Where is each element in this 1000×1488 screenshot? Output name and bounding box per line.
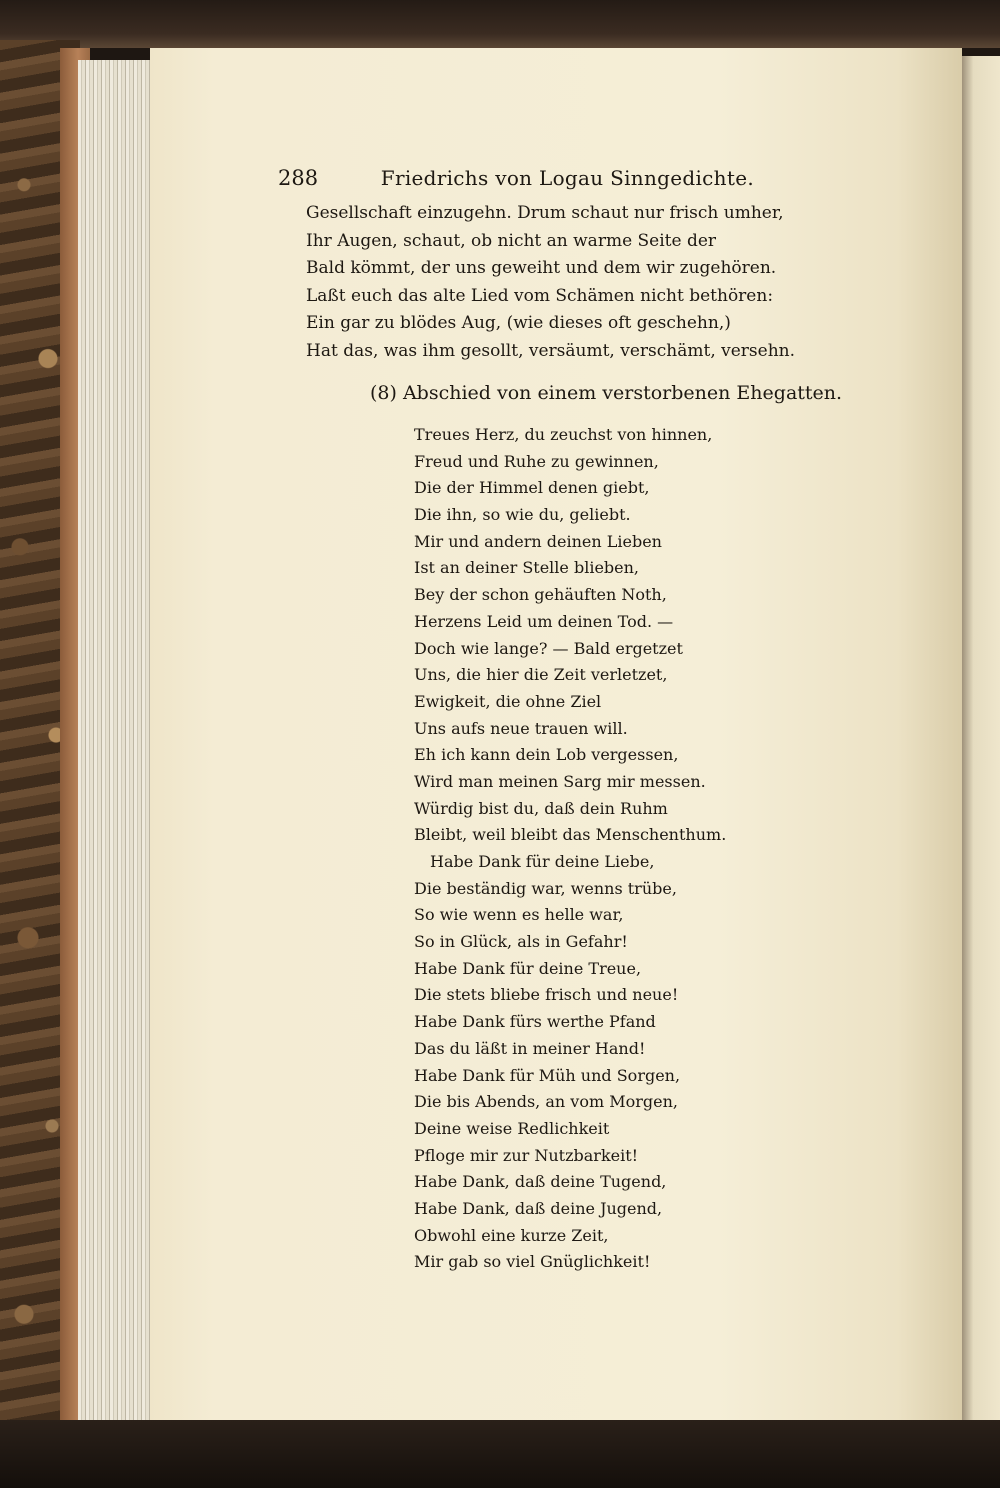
section-title: (8) Abschied von einem verstorbenen Ehegatten. [370, 382, 843, 404]
poem-line: Habe Dank, daß deine Jugend, [414, 1198, 663, 1218]
poem-line: Uns aufs neue trauen will. [414, 718, 628, 738]
poem-line: Wird man meinen Sarg mir messen. [414, 771, 706, 791]
poem-body [414, 422, 794, 1276]
verse-line: Laßt euch das alte Lied vom Schämen nicht bethören: [306, 285, 774, 306]
poem-line: Obwohl eine kurze Zeit, [414, 1225, 609, 1245]
verse-line: Ein gar zu blödes Aug, (wie dieses oft geschehn,) [306, 313, 731, 334]
poem-line: Habe Dank fürs werthe Pfand [414, 1012, 656, 1032]
poem-line: Habe Dank für deine Liebe, [430, 852, 655, 871]
poem-line: Ewigkeit, die ohne Ziel [414, 691, 602, 711]
page-number: 288 [278, 166, 319, 190]
poem-line: So wie wenn es helle war, [414, 905, 624, 925]
poem-line: Die beständig war, wenns trübe, [414, 878, 677, 898]
poem-line: Die bis Abends, an vom Morgen, [414, 1092, 678, 1112]
poem-line: Bey der schon gehäuften Noth, [414, 585, 667, 605]
poem-line: Pfloge mir zur Nutzbarkeit! [414, 1145, 639, 1165]
intro-verse [306, 200, 796, 366]
poem-line: Würdig bist du, daß dein Ruhm [414, 798, 668, 818]
poem-line: Habe Dank, daß deine Tugend, [414, 1172, 667, 1192]
poem-line: Ist an deiner Stelle blieben, [414, 558, 640, 578]
poem-line: Das du läßt in meiner Hand! [414, 1038, 646, 1058]
verse-line: Bald kömmt, der uns geweiht und dem wir zugehören. [306, 258, 777, 279]
poem-line: Doch wie lange? — Bald ergetzet [414, 638, 683, 658]
poem-line: Die stets bliebe frisch und neue! [414, 985, 679, 1005]
poem-line: Mir und andern deinen Lieben [414, 531, 662, 551]
poem-line: Treues Herz, du zeuchst von hinnen, [414, 425, 713, 444]
verse-line: Hat das, was ihm gesollt, versäumt, verschämt, versehn. [306, 340, 795, 361]
poem-line: Freud und Ruhe zu gewinnen, [414, 451, 659, 471]
poem-line: Herzens Leid um deinen Tod. — [414, 611, 674, 631]
poem-line: Habe Dank für deine Treue, [414, 958, 642, 978]
verse-line: Gesellschaft einzugehn. Drum schaut nur frisch umher, [306, 203, 784, 223]
poem-line: Die der Himmel denen giebt, [414, 478, 650, 498]
poem-line: Mir gab so viel Gnüglichkeit! [414, 1252, 651, 1272]
poem-line: Die ihn, so wie du, geliebt. [414, 505, 631, 525]
poem-line: Habe Dank für Müh und Sorgen, [414, 1065, 681, 1085]
poem-line: Bleibt, weil bleibt das Menschenthum. [414, 825, 727, 845]
running-title: Friedrichs von Logau Sinngedichte. [380, 166, 754, 190]
poem-line: Eh ich kann dein Lob vergessen, [414, 745, 679, 765]
verse-line: Ihr Augen, schaut, ob nicht an warme Seite der [306, 230, 717, 251]
poem-line: So in Glück, als in Gefahr! [414, 932, 628, 952]
page-header [278, 166, 754, 196]
poem-line: Deine weise Redlichkeit [414, 1118, 610, 1138]
poem-line: Uns, die hier die Zeit verletzet, [414, 665, 668, 685]
